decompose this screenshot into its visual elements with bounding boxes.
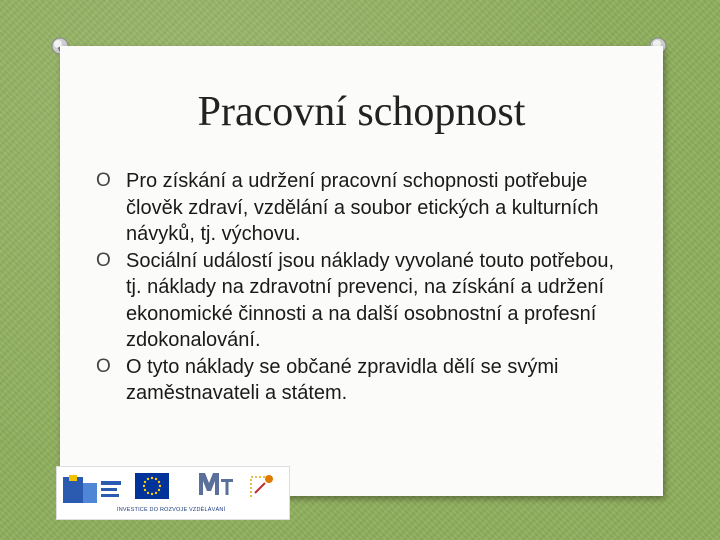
msmt-logo xyxy=(195,469,235,501)
esf-logo xyxy=(61,473,125,507)
bullet-text: Pro získání a udržení pracovní schopnosti potřebuje člověk zdraví, vzdělání a soubor etických a kulturních návyků, tj. výchovu. xyxy=(126,170,599,245)
bullet-item xyxy=(96,168,616,248)
op-vk-logo xyxy=(243,469,283,505)
eu-flag-logo xyxy=(135,473,169,499)
bullet-text: O tyto náklady se občané zpravidla dělí se svými zaměstnavateli a státem. xyxy=(126,355,559,404)
bullet-text: Sociální událostí jsou náklady vyvolané touto potřebou, tj. náklady na zdravotní prevenci, na získání a udržení ekonomické činnosti a na další osobnostní a profesní zdokonalování. xyxy=(126,249,615,351)
slide-title: Pracovní schopnost xyxy=(197,89,526,135)
bullet-item xyxy=(96,248,616,354)
bullet-marker: O xyxy=(96,249,111,271)
bullet-marker: O xyxy=(96,355,111,377)
logo-caption: INVESTICE DO ROZVOJE VZDĚLÁVÁNÍ xyxy=(117,507,226,513)
funding-logos-strip xyxy=(56,466,290,520)
bullet-item xyxy=(96,354,616,407)
bullet-list xyxy=(96,168,616,407)
bullet-marker: O xyxy=(96,170,111,191)
